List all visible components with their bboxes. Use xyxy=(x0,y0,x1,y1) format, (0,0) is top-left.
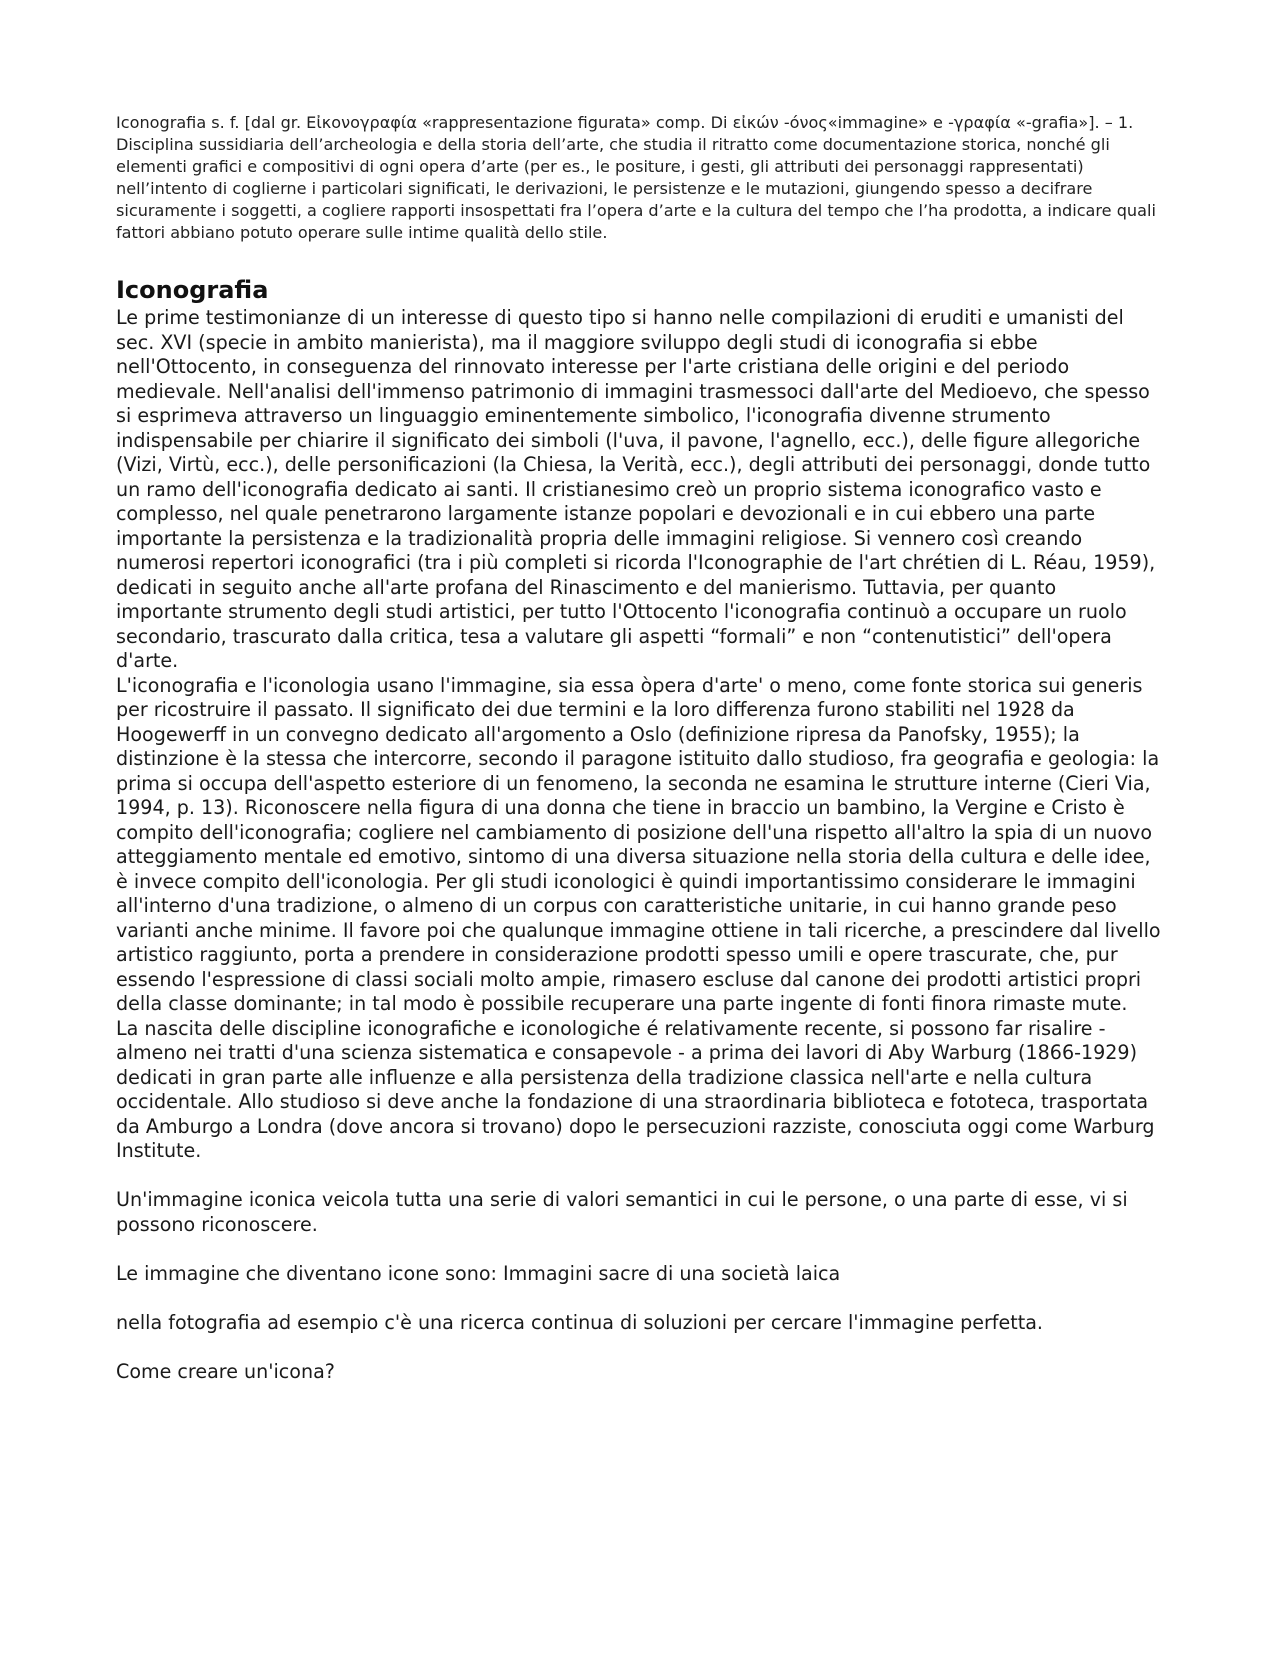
note-paragraph: Le immagine che diventano icone sono: Immagini sacre di una società laica xyxy=(116,1261,841,1285)
document-page xyxy=(116,112,1168,1384)
note-paragraph: nella fotografia ad esempio c'è una ricerca continua di soluzioni per cercare l'immagine perfetta. xyxy=(116,1310,1044,1334)
body-paragraph: L'iconografia e l'iconologia usano l'immagine, sia essa òpera d'arte' o meno, come fonte storica sui generis per ricostruire il passato. Il significato dei due termini e la loro differenza furono stabiliti nel 1928 da Hoogewerff in un convegno dedicato all'argomento a Oslo (definizione ripresa da Panofsky, 1955); la distinzione è la stessa che intercorre, secondo il paragone istituito dallo studioso, fra geografia e geologia: la prima si occupa dell'aspetto esteriore di un fenomeno, la seconda ne esamina le strutture interne (Cieri Via, 1994, p. 13). Riconoscere nella figura di una donna che tiene in braccio un bambino, la Vergine e Cristo è compito dell'iconografia; cogliere nel cambiamento di posizione dell'una rispetto all'altro la spia di un nuovo atteggiamento mentale ed emotivo, sintomo di una diversa situazione nella storia della cultura e delle idee, è invece compito dell'iconologia. Per gli studi iconologici è quindi importantissimo considerare le immagini all'interno d'una tradizione, o almeno di un corpus con caratteristiche unitarie, in cui hanno grande peso varianti anche minime. Il favore poi che qualunque immagine ottiene in tali ricerche, a prescindere dal livello artistico raggiunto, porta a prendere in considerazione prodotti spesso umili e opere trascurate, che, pur essendo l'espressione di classi sociali molto ampie, rimasero escluse dal canone dei prodotti artistici propri della classe dominante; in tal modo è possibile recuperare una parte ingente di fonti finora rimaste mute. xyxy=(116,673,1161,1015)
body-paragraph: Le prime testimonianze di un interesse di questo tipo si hanno nelle compilazioni di eruditi e umanisti del sec. XVI (specie in ambito manierista), ma il maggiore sviluppo degli studi di iconografia si ebbe nell'Ottocento, in conseguenza del rinnovato interesse per l'arte cristiana delle origini e del periodo medievale. Nell'analisi dell'immenso patrimonio di immagini trasmessoci dall'arte del Medioevo, che spesso si esprimeva attraverso un linguaggio eminentemente simbolico, l'iconografia divenne strumento indispensabile per chiarire il significato dei simboli (l'uva, il pavone, l'agnello, ecc.), delle figure allegoriche (Vizi, Virtù, ecc.), delle personificazioni (la Chiesa, la Verità, ecc.), degli attributi dei personaggi, donde tutto un ramo dell'iconografia dedicato ai santi. Il cristianesimo creò un proprio sistema iconografico vasto e complesso, nel quale penetrarono largamente istanze popolari e devozionali e in cui ebbero una parte importante la persistenza e la tradizionalità propria delle immagini religiose. Si vennero così creando numerosi repertori iconografici (tra i più completi si ricorda l'Iconographie de l'art chrétien di L. Réau, 1959), dedicati in seguito anche all'arte profana del Rinascimento e del manierismo. Tuttavia, per quanto importante strumento degli studi artistici, per tutto l'Ottocento l'iconografia continuò a occupare un ruolo secondario, trascurato dalla critica, tesa a valutare gli aspetti “formali” e non “contenutistici” dell'opera d'arte. xyxy=(116,306,1156,672)
section-title: Iconografia xyxy=(116,276,269,304)
note-paragraph: Come creare un'icona? xyxy=(116,1359,335,1383)
dictionary-definition: Iconografia s. f. [dal gr. Εἰκονογραφία «rappresentazione figurata» comp. Di εἰκών -όνος«immagine» e -γραφία «-grafia»]. – 1. Disciplina sussidiaria dell’archeologia e della storia dell’arte, che studia il ritratto come documentazione storica, nonché gli elementi grafici e compositivi di ogni opera d’arte (per es., le positure, i gesti, gli attributi dei personaggi rappresentati) nell’intento di coglierne i particolari significati, le derivazioni, le persistenze e le mutazioni, giungendo spesso a decifrare sicuramente i soggetti, a cogliere rapporti insospettati fra l’opera d’arte e la cultura del tempo che l’ha prodotta, a indicare quali fattori abbiano potuto operare sulle intime qualità dello stile. xyxy=(116,113,1156,242)
note-paragraph: Un'immagine iconica veicola tutta una serie di valori semantici in cui le persone, o una parte di esse, vi si possono riconoscere. xyxy=(116,1188,1128,1236)
body-paragraph: La nascita delle discipline iconografiche e iconologiche é relativamente recente, si possono far risalire - almeno nei tratti d'una scienza sistematica e consapevole - a prima dei lavori di Aby Warburg (1866-1929) dedicati in gran parte alle influenze e alla persistenza della tradizione classica nell'arte e nella cultura occidentale. Allo studioso si deve anche la fondazione di una straordinaria biblioteca e fototeca, trasportata da Amburgo a Londra (dove ancora si trovano) dopo le persecuzioni razziste, conosciuta oggi come Warburg Institute. xyxy=(116,1016,1155,1162)
